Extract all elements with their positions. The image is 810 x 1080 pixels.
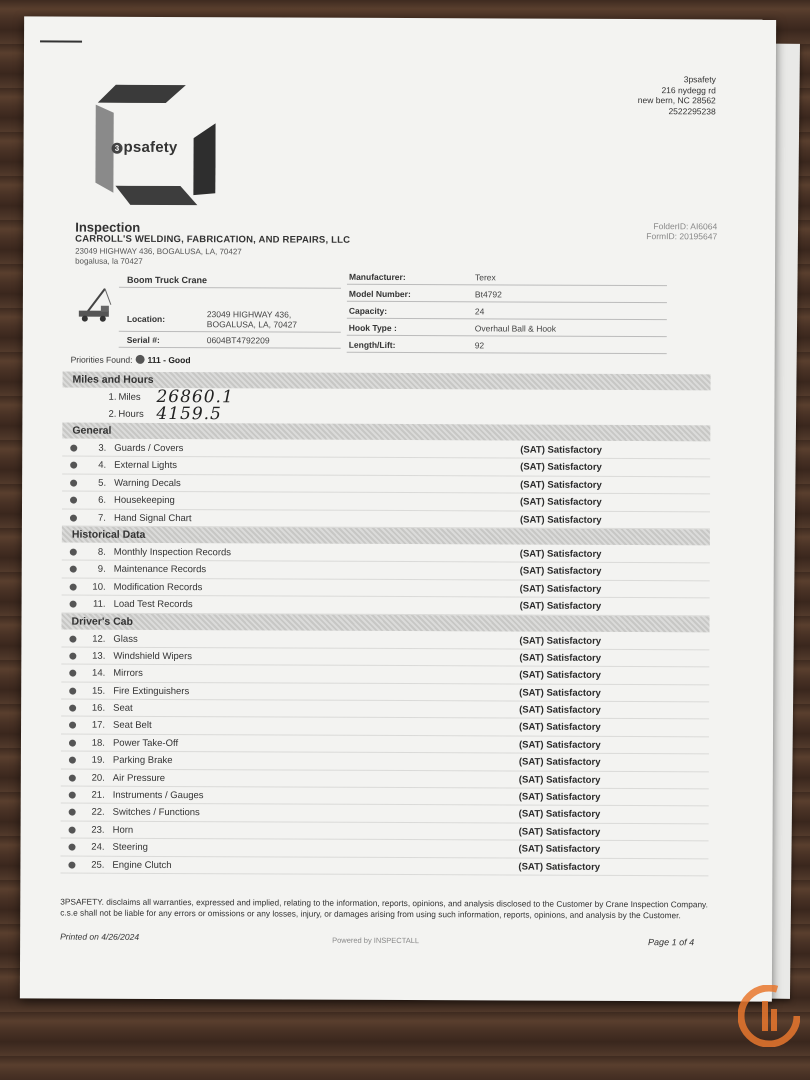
disclaimer: 3PSAFETY. disclaims all warranties, expressed and implied, relating to the information, reports, opinions, and analysis disclosed to the Customer by Crane Inspection Company. c.s.e shall not be liable for any errors or omissions or any losses, injury, or damages arising from using such information, reports, opinions, and analysis by the Customer. bbox=[60, 896, 708, 920]
status-bullet-icon bbox=[70, 462, 77, 469]
logo-text bbox=[112, 139, 178, 156]
item-status: (SAT) Satisfactory bbox=[518, 756, 601, 769]
item-name: Seat bbox=[113, 702, 133, 714]
folder-id: FolderID: AI6064 bbox=[653, 221, 718, 232]
priorities-value: 111 - Good bbox=[147, 354, 191, 366]
location-label: Location: bbox=[126, 313, 166, 324]
item-number: 10. bbox=[92, 581, 106, 593]
customer-address-line2: bogalusa, la 70427 bbox=[75, 256, 143, 266]
status-bullet-icon bbox=[69, 826, 76, 833]
checklist-row bbox=[62, 596, 710, 616]
priorities-label: Priorities Found: bbox=[70, 354, 133, 365]
item-number: 22. bbox=[91, 807, 105, 819]
item-name: Engine Clutch bbox=[112, 859, 172, 871]
item-name: Fire Extinguishers bbox=[113, 685, 190, 697]
item-name: Instruments / Gauges bbox=[112, 789, 204, 802]
page bbox=[20, 16, 776, 1001]
company-address bbox=[638, 74, 716, 116]
status-bullet-icon bbox=[69, 705, 76, 712]
item-status: (SAT) Satisfactory bbox=[519, 669, 601, 682]
divider bbox=[347, 352, 667, 354]
company-name: 3psafety bbox=[683, 74, 716, 85]
page-title: Inspection bbox=[75, 219, 141, 235]
status-bullet-icon bbox=[69, 774, 76, 781]
section-header: Historical Data bbox=[62, 526, 710, 545]
length-label: Length/Lift: bbox=[348, 339, 396, 350]
model-value: Bt4792 bbox=[474, 289, 502, 300]
equipment-info bbox=[75, 265, 725, 358]
customer-address-line1: 23049 HIGHWAY 436, BOGALUSA, LA, 70427 bbox=[75, 246, 242, 257]
watermark-logo-icon bbox=[738, 985, 800, 1047]
item-number: 7. bbox=[97, 512, 106, 524]
status-bullet-icon bbox=[69, 739, 76, 746]
item-status: (SAT) Satisfactory bbox=[520, 479, 602, 491]
inspection-sheet bbox=[20, 16, 776, 1001]
item-status: (SAT) Satisfactory bbox=[519, 600, 602, 613]
item-number: 18. bbox=[91, 737, 105, 749]
item-number: 11. bbox=[93, 598, 106, 610]
divider bbox=[347, 335, 667, 337]
length-value: 92 bbox=[474, 340, 485, 351]
item-name: Power Take-Off bbox=[112, 737, 179, 749]
status-bullet-icon bbox=[68, 861, 75, 868]
item-number: 4. bbox=[98, 460, 107, 472]
item-name: Warning Decals bbox=[114, 477, 181, 489]
item-status: (SAT) Satisfactory bbox=[519, 548, 602, 560]
item-number: 16. bbox=[91, 702, 106, 714]
company-phone: 2522295238 bbox=[668, 105, 716, 116]
item-name: Mirrors bbox=[113, 668, 143, 680]
item-status: (SAT) Satisfactory bbox=[520, 461, 602, 474]
item-number: 2. bbox=[108, 408, 117, 420]
item-name: Switches / Functions bbox=[112, 807, 200, 819]
item-name: Hand Signal Chart bbox=[113, 512, 192, 524]
hook-label: Hook Type : bbox=[348, 322, 397, 333]
item-number: 1. bbox=[108, 391, 117, 403]
divider bbox=[119, 287, 341, 289]
company-street: 216 nydegg rd bbox=[661, 84, 716, 95]
priorities-found bbox=[71, 355, 191, 366]
item-name: External Lights bbox=[114, 460, 178, 472]
item-status: (SAT) Satisfactory bbox=[518, 739, 601, 751]
item-name: Horn bbox=[112, 824, 134, 836]
divider bbox=[119, 331, 341, 333]
manufacturer-value: Terex bbox=[474, 272, 496, 283]
item-status: (SAT) Satisfactory bbox=[518, 791, 601, 803]
checklist-sections bbox=[60, 423, 710, 877]
status-bullet-icon bbox=[70, 497, 77, 504]
checklist-row bbox=[60, 856, 708, 876]
item-number: 12. bbox=[92, 633, 106, 645]
divider bbox=[347, 301, 667, 303]
item-status: (SAT) Satisfactory bbox=[519, 652, 602, 664]
item-name: Modification Records bbox=[113, 581, 203, 593]
item-number: 24. bbox=[91, 841, 105, 853]
folder-ids bbox=[646, 221, 717, 241]
item-status: (SAT) Satisfactory bbox=[519, 721, 601, 734]
item-status: (SAT) Satisfactory bbox=[519, 704, 601, 716]
item-status: (SAT) Satisfactory bbox=[518, 826, 601, 838]
item-number: 3. bbox=[98, 442, 107, 454]
item-number: 14. bbox=[92, 667, 106, 680]
item-number: 25. bbox=[91, 859, 105, 871]
status-bullet-icon bbox=[70, 549, 77, 556]
section-header: General bbox=[62, 423, 710, 442]
capacity-value: 24 bbox=[474, 306, 485, 317]
item-name: Hours bbox=[118, 408, 144, 420]
section-header-miles-hours: Miles and Hours bbox=[63, 372, 711, 391]
inspection-sections bbox=[60, 372, 710, 877]
item-name: Parking Brake bbox=[112, 755, 173, 767]
item-status: (SAT) Satisfactory bbox=[520, 444, 602, 456]
item-status: (SAT) Satisfactory bbox=[519, 565, 602, 578]
item-name: Seat Belt bbox=[113, 720, 152, 732]
item-number: 23. bbox=[91, 824, 105, 836]
location-value bbox=[207, 309, 297, 329]
powered-by: Powered by INSPECTALL bbox=[332, 935, 420, 946]
status-bullet-icon bbox=[69, 757, 76, 764]
customer-address bbox=[75, 247, 242, 267]
item-name: Miles bbox=[118, 391, 141, 403]
status-bullet-icon bbox=[69, 635, 76, 642]
item-name: Monthly Inspection Records bbox=[113, 546, 232, 559]
item-number: 5. bbox=[98, 477, 107, 489]
item-status: (SAT) Satisfactory bbox=[520, 496, 602, 509]
status-bullet-icon bbox=[69, 809, 76, 816]
item-name: Maintenance Records bbox=[113, 564, 207, 576]
location-line2: BOGALUSA, LA, 70427 bbox=[206, 319, 298, 330]
status-bullet-icon bbox=[69, 687, 76, 694]
printed-date: Printed on 4/26/2024 bbox=[60, 931, 140, 942]
corner-mark bbox=[40, 40, 82, 42]
status-bullet-icon bbox=[70, 479, 77, 486]
item-number: 21. bbox=[91, 789, 105, 801]
item-status: (SAT) Satisfactory bbox=[518, 808, 601, 821]
item-name: Load Test Records bbox=[113, 598, 193, 611]
status-bullet-icon bbox=[69, 844, 76, 851]
hook-value: Overhaul Ball & Hook bbox=[474, 323, 557, 334]
serial-value: 0604BT4792209 bbox=[206, 335, 270, 346]
item-name: Housekeeping bbox=[114, 494, 175, 507]
serial-label: Serial #: bbox=[126, 334, 160, 345]
item-name: Windshield Wipers bbox=[113, 650, 193, 663]
divider bbox=[347, 284, 667, 286]
item-name: Guards / Covers bbox=[114, 442, 184, 455]
item-number: 8. bbox=[97, 546, 106, 558]
capacity-label: Capacity: bbox=[348, 305, 388, 316]
company-city: new bern, NC 28562 bbox=[637, 95, 716, 106]
handwritten-hours: 4159.5 bbox=[156, 403, 222, 425]
item-status: (SAT) Satisfactory bbox=[519, 687, 601, 699]
status-bullet-icon bbox=[69, 722, 76, 729]
item-name: Glass bbox=[113, 633, 138, 645]
status-bullet-icon bbox=[70, 566, 77, 573]
equipment-name: Boom Truck Crane bbox=[126, 274, 208, 286]
logo-circle-3: 3 bbox=[112, 143, 123, 154]
item-status: (SAT) Satisfactory bbox=[519, 635, 602, 647]
item-number: 6. bbox=[98, 494, 107, 506]
item-number: 20. bbox=[91, 772, 105, 784]
form-id: FormID: 20195647 bbox=[646, 231, 718, 242]
status-bullet-icon bbox=[69, 670, 76, 677]
customer-name: CARROLL'S WELDING, FABRICATION, AND REPAIRS, LLC bbox=[75, 233, 351, 246]
model-label: Model Number: bbox=[348, 288, 411, 300]
status-bullet-icon bbox=[70, 445, 77, 452]
status-bullet-icon bbox=[70, 583, 77, 590]
status-bullet-icon bbox=[69, 792, 76, 799]
manufacturer-label: Manufacturer: bbox=[348, 271, 406, 283]
checklist-row bbox=[62, 509, 710, 529]
crane-truck-icon bbox=[75, 287, 117, 323]
item-status: (SAT) Satisfactory bbox=[518, 774, 601, 786]
item-status: (SAT) Satisfactory bbox=[519, 514, 602, 526]
location-line1: 23049 HIGHWAY 436, bbox=[206, 309, 292, 320]
divider bbox=[119, 347, 341, 349]
status-bullet-icon bbox=[70, 601, 77, 608]
item-number: 13. bbox=[92, 650, 106, 662]
item-number: 15. bbox=[91, 685, 106, 697]
item-name: Air Pressure bbox=[112, 772, 166, 784]
hours-row bbox=[62, 403, 710, 426]
divider bbox=[347, 318, 667, 320]
item-status: (SAT) Satisfactory bbox=[519, 583, 602, 595]
handwritten-miles: 26860.1 bbox=[156, 386, 234, 408]
item-number: 9. bbox=[97, 564, 106, 576]
item-number: 19. bbox=[91, 754, 105, 766]
item-status: (SAT) Satisfactory bbox=[518, 843, 601, 856]
status-bullet-icon bbox=[70, 514, 77, 521]
item-number: 17. bbox=[91, 720, 106, 732]
priority-dot-icon bbox=[136, 355, 145, 364]
logo-wordmark: psafety bbox=[123, 138, 178, 157]
item-name: Steering bbox=[112, 841, 148, 854]
status-bullet-icon bbox=[69, 652, 76, 659]
item-status: (SAT) Satisfactory bbox=[518, 861, 601, 873]
page-number: Page 1 of 4 bbox=[648, 937, 695, 948]
section-header: Driver's Cab bbox=[61, 613, 709, 632]
